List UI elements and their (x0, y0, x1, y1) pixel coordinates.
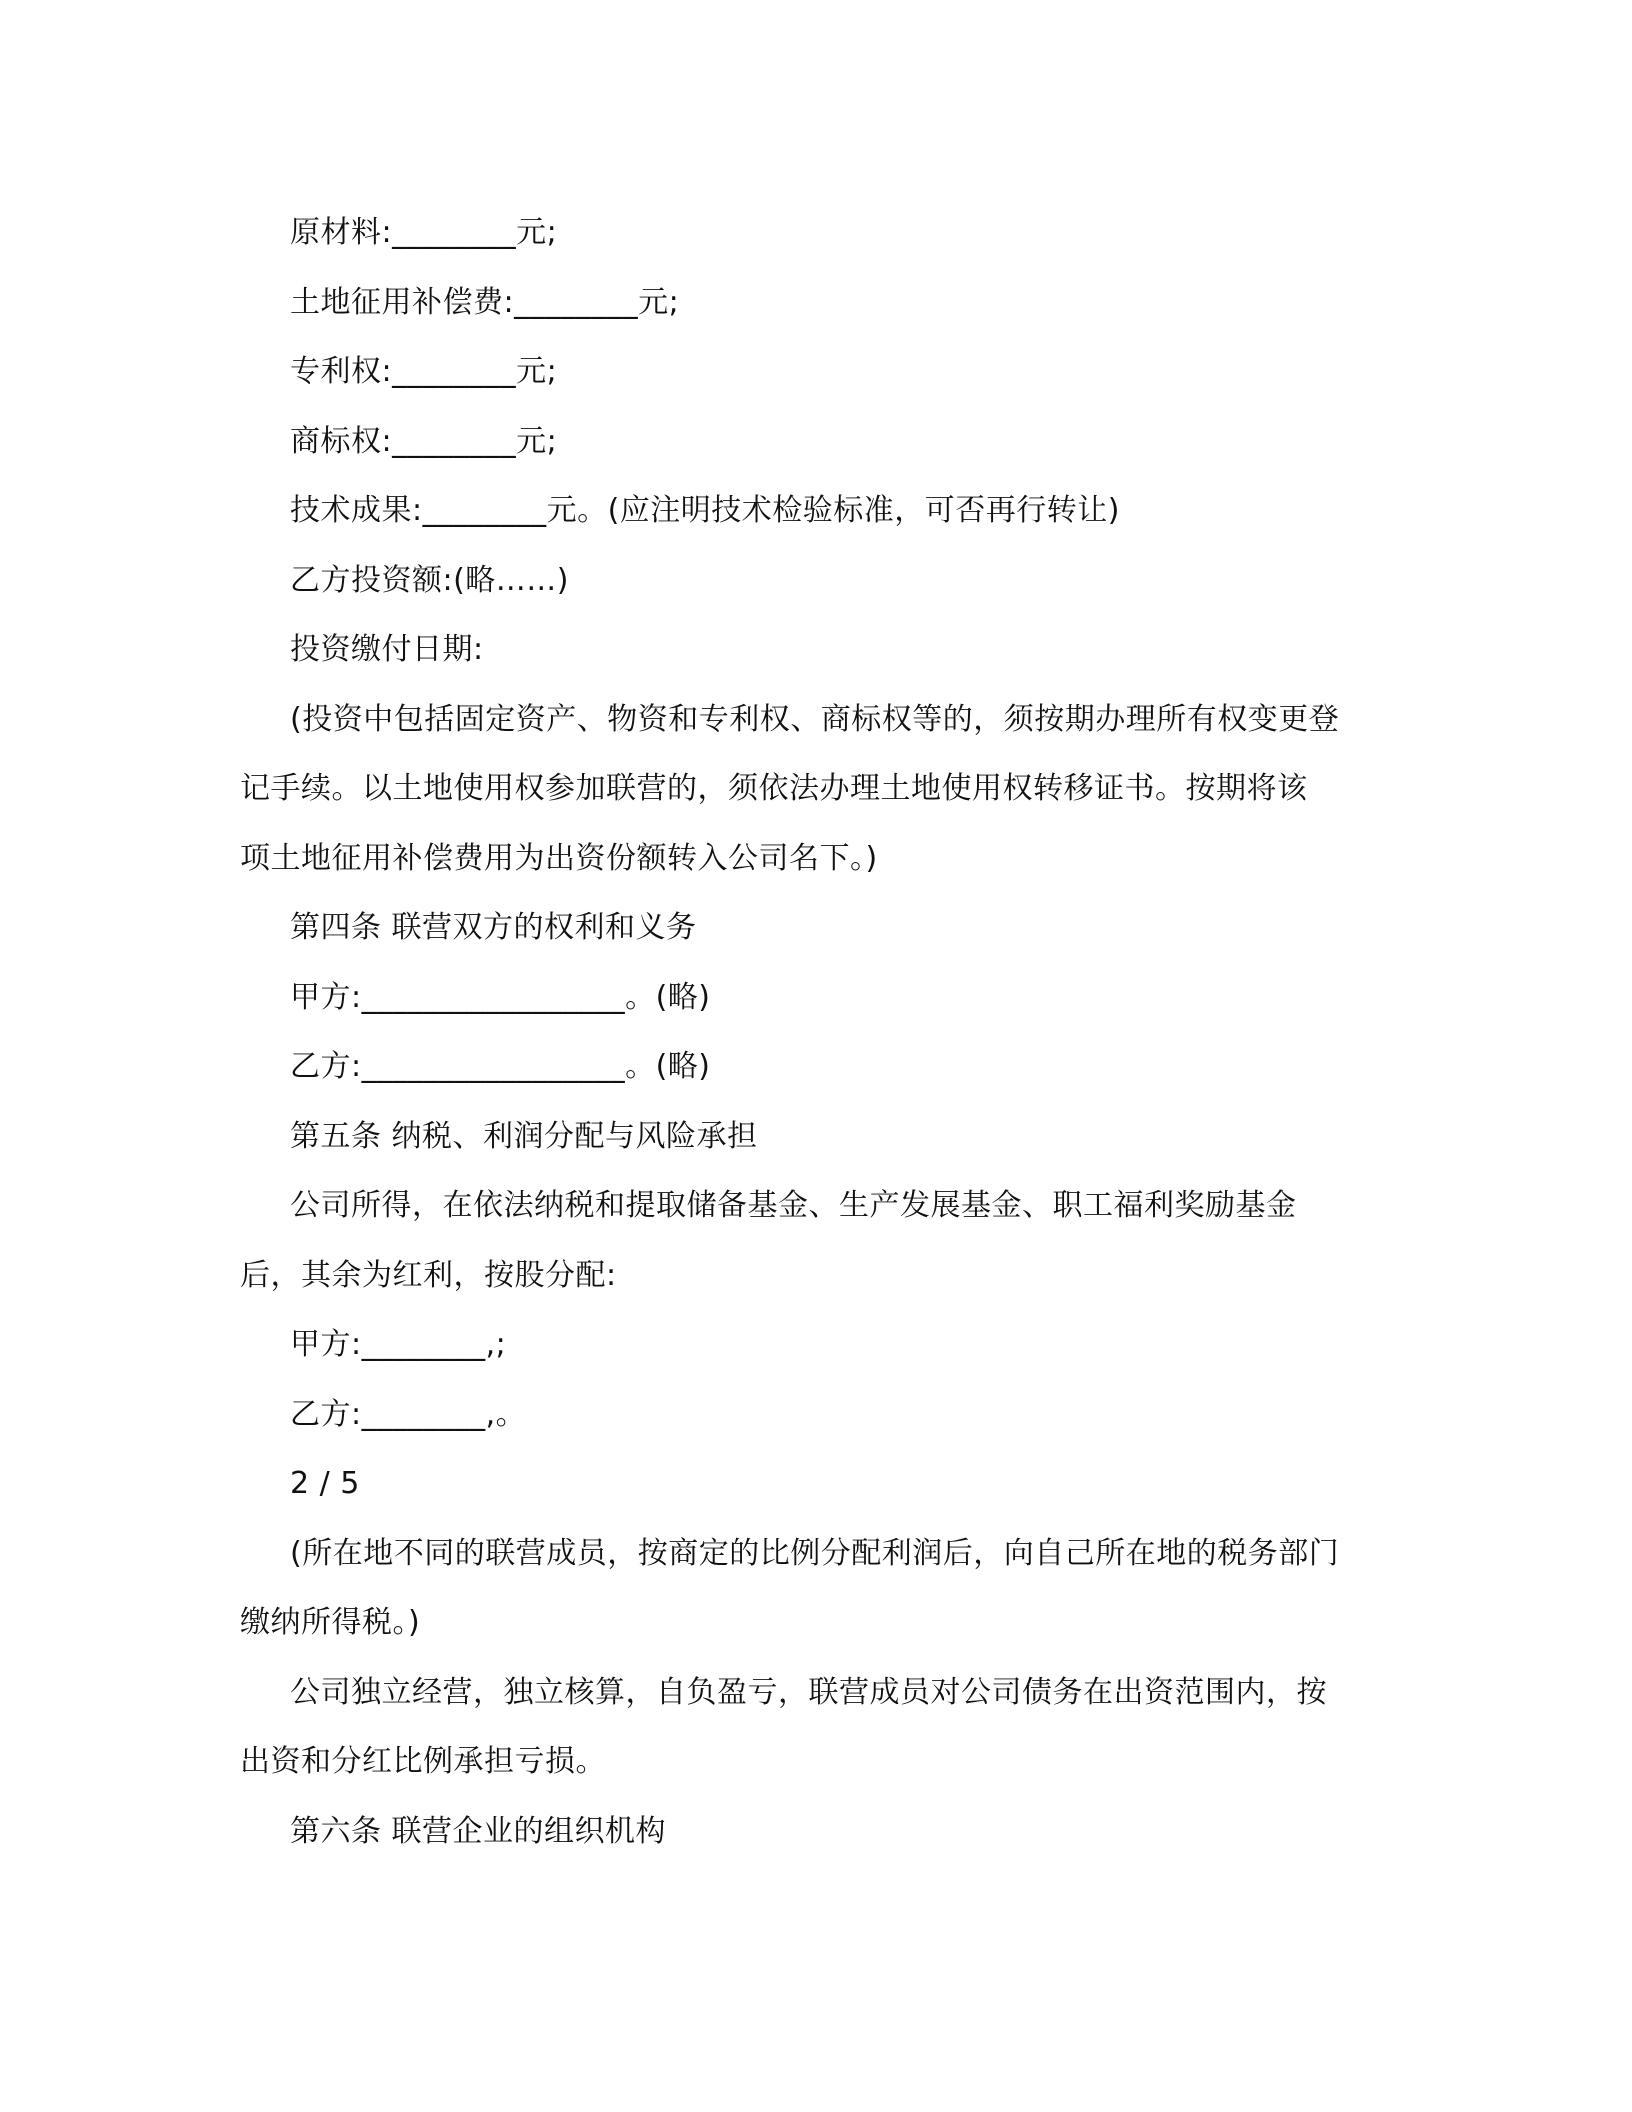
document-body (240, 198, 1380, 1866)
section-heading: 第六条 联营企业的组织机构 (290, 1813, 667, 1849)
text-line: 甲方:________,; (290, 1327, 507, 1362)
text-line: 公司所得，在依法纳税和提取储备基金、生产发展基金、职工福利奖励基金 (290, 1188, 1297, 1223)
text-line: 投资缴付日期: (290, 632, 484, 667)
text-line: 技术成果:________元。(应注明技术检验标准，可否再行转让) (290, 493, 1121, 528)
text-line: 商标权:________元; (290, 423, 558, 459)
text-line: 出资和分红比例承担亏损。 (240, 1744, 606, 1779)
text-line: (投资中包括固定资产、物资和专利权、商标权等的，须按期办理所有权变更登 (290, 701, 1340, 737)
text-line: 乙方:_________________。(略) (290, 1049, 711, 1084)
text-line: 缴纳所得税。) (240, 1605, 421, 1640)
text-line: 乙方:________,。 (290, 1396, 527, 1432)
text-line: 记手续。以土地使用权参加联营的，须依法办理土地使用权转移证书。按期将该 (240, 771, 1308, 806)
text-line: 公司独立经营，独立核算，自负盈亏，联营成员对公司债务在出资范围内，按 (290, 1674, 1327, 1710)
text-line: 专利权:________元; (290, 354, 558, 389)
text-line: 土地征用补偿费:________元; (290, 284, 680, 320)
text-line: (所在地不同的联营成员，按商定的比例分配利润后，向自己所在地的税务部门 (290, 1535, 1340, 1571)
section-heading: 第四条 联营双方的权利和义务 (290, 910, 697, 945)
text-line: 甲方:_________________。(略) (290, 979, 711, 1015)
page-number: 2 / 5 (290, 1466, 360, 1501)
text-line: 原材料:________元; (290, 215, 558, 250)
text-line: 项土地征用补偿费用为出资份额转入公司名下。) (240, 840, 878, 876)
text-line: 乙方投资额:(略……) (290, 562, 570, 598)
section-heading: 第五条 纳税、利润分配与风险承担 (290, 1118, 758, 1154)
text-line: 后，其余为红利，按股分配: (240, 1257, 617, 1293)
